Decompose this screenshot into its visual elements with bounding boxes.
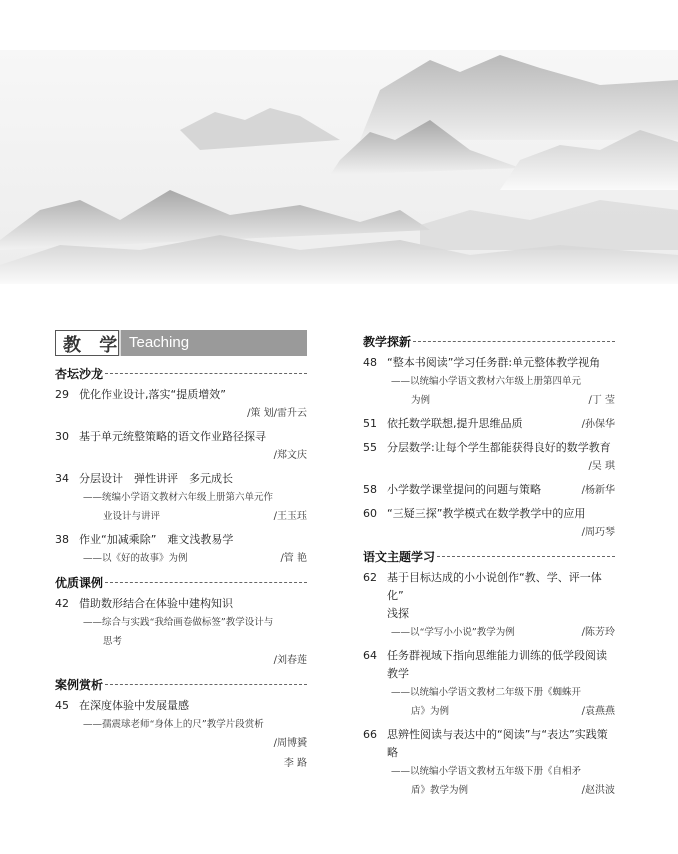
toc-entry[interactable] <box>363 505 615 543</box>
article-author: /孙保华 <box>581 419 615 430</box>
toc-entry[interactable] <box>55 531 307 569</box>
article-author: /刘春莲 <box>273 655 307 666</box>
article-title: 作业“加减乘除” 难文浅教易学 <box>79 533 234 546</box>
article-subtitle: ——统编小学语文教材六年级上册第六单元作 <box>83 492 274 503</box>
article-title: 借助数形结合在体验中建构知识 <box>79 597 233 610</box>
toc-entry[interactable] <box>55 697 307 774</box>
article-author-2: 李 路 <box>283 758 307 769</box>
article-title: 小学数学课堂提问的问题与策略 <box>387 483 541 496</box>
header-en-title: Teaching <box>129 334 190 351</box>
teaching-header <box>55 330 307 356</box>
page-number: 30 <box>55 430 69 443</box>
article-author: /周博贇 <box>273 738 307 749</box>
toc-entry[interactable] <box>363 481 615 501</box>
landscape-banner <box>0 50 678 284</box>
article-title: 思辨性阅读与表达中的“阅读”与“表达”实践策略 <box>387 728 608 759</box>
article-subtitle: ——综合与实践“我给画卷做标签”教学设计与 <box>83 617 274 628</box>
section-title: 杏坛沙龙 <box>55 364 307 382</box>
article-subtitle: 为例 <box>411 395 431 406</box>
toc-entry[interactable] <box>363 415 615 435</box>
article-subtitle: 店》为例 <box>411 706 450 717</box>
article-subtitle: 思考 <box>103 636 123 647</box>
article-title: 依托数学联想,提升思维品质 <box>387 417 523 430</box>
page-number: 51 <box>363 417 377 430</box>
toc-entry[interactable] <box>363 354 615 411</box>
article-subtitle: 盾》教学为例 <box>411 785 469 796</box>
toc-entry[interactable] <box>363 726 615 801</box>
toc-entry[interactable] <box>363 647 615 722</box>
article-title-cont: 教学 <box>387 667 409 680</box>
page-number: 58 <box>363 483 377 496</box>
toc-entry[interactable] <box>55 470 307 527</box>
toc-entry[interactable] <box>55 428 307 466</box>
section-title: 语文主题学习 <box>363 547 615 565</box>
page-number: 60 <box>363 507 377 520</box>
article-author: /袁燕燕 <box>581 706 615 717</box>
article-title-cont: 浅探 <box>387 607 409 620</box>
toc-left-column <box>55 330 307 778</box>
article-title: 分层设计 弹性讲评 多元成长 <box>79 472 233 485</box>
toc-entry[interactable] <box>363 569 615 643</box>
article-author: /丁 莹 <box>588 395 615 406</box>
article-title: “整本书阅读”学习任务群:单元整体教学视角 <box>387 356 601 369</box>
article-author: /陈芳玲 <box>581 627 615 638</box>
article-subtitle: ——以“学写小小说”教学为例 <box>391 627 515 638</box>
section-title: 优质课例 <box>55 573 307 591</box>
page-number: 48 <box>363 356 377 369</box>
article-author: /管 艳 <box>280 553 307 564</box>
article-author: /王玉珏 <box>273 511 307 522</box>
article-title: 基于目标达成的小小说创作“教、学、评一体化” <box>387 571 602 602</box>
article-subtitle: ——以统编小学语文教材六年级上册第四单元 <box>391 376 582 387</box>
article-title: 基于单元统整策略的语文作业路径探寻 <box>79 430 266 443</box>
toc-entry[interactable] <box>55 595 307 671</box>
article-subtitle: ——以统编小学语文教材二年级下册《蜘蛛开 <box>391 687 582 698</box>
toc-entry[interactable] <box>363 439 615 477</box>
page-number: 62 <box>363 571 377 584</box>
page-number: 29 <box>55 388 69 401</box>
article-author: /吴 琪 <box>588 461 615 472</box>
article-title: 分层数学:让每个学生都能获得良好的数学教育 <box>387 441 611 454</box>
article-subtitle: 业设计与讲评 <box>103 511 161 522</box>
article-author: /杨新华 <box>581 485 615 496</box>
page-number: 66 <box>363 728 377 741</box>
article-subtitle: ——以《好的故事》为例 <box>83 553 188 564</box>
article-author: /周巧琴 <box>581 527 615 538</box>
header-cn-title: 教 学 <box>63 335 124 356</box>
page-number: 42 <box>55 597 69 610</box>
page-number: 55 <box>363 441 377 454</box>
page-number: 34 <box>55 472 69 485</box>
article-subtitle: ——孺震球老师“身体上的尺”教学片段赏析 <box>83 719 264 730</box>
article-author: /赵洪波 <box>581 785 615 796</box>
article-title: 优化作业设计,落实“提质增效” <box>79 388 226 401</box>
section-title: 案例赏析 <box>55 675 307 693</box>
page-number: 38 <box>55 533 69 546</box>
article-author: /郑文庆 <box>273 450 307 461</box>
page-number: 45 <box>55 699 69 712</box>
article-title: “三疑三探”教学模式在数学教学中的应用 <box>387 507 586 520</box>
mountain-ink-painting <box>0 50 678 284</box>
article-title: 在深度体验中发展量感 <box>79 699 189 712</box>
toc-entry[interactable] <box>55 386 307 424</box>
page-number: 64 <box>363 649 377 662</box>
section-title: 教学探新 <box>363 332 615 350</box>
article-title: 任务群视域下指向思维能力训练的低学段阅读 <box>387 649 607 662</box>
toc-right-column <box>363 330 615 805</box>
article-subtitle: ——以统编小学语文教材五年级下册《自相矛 <box>391 766 582 777</box>
article-author: /策 划/雷升云 <box>247 408 307 419</box>
